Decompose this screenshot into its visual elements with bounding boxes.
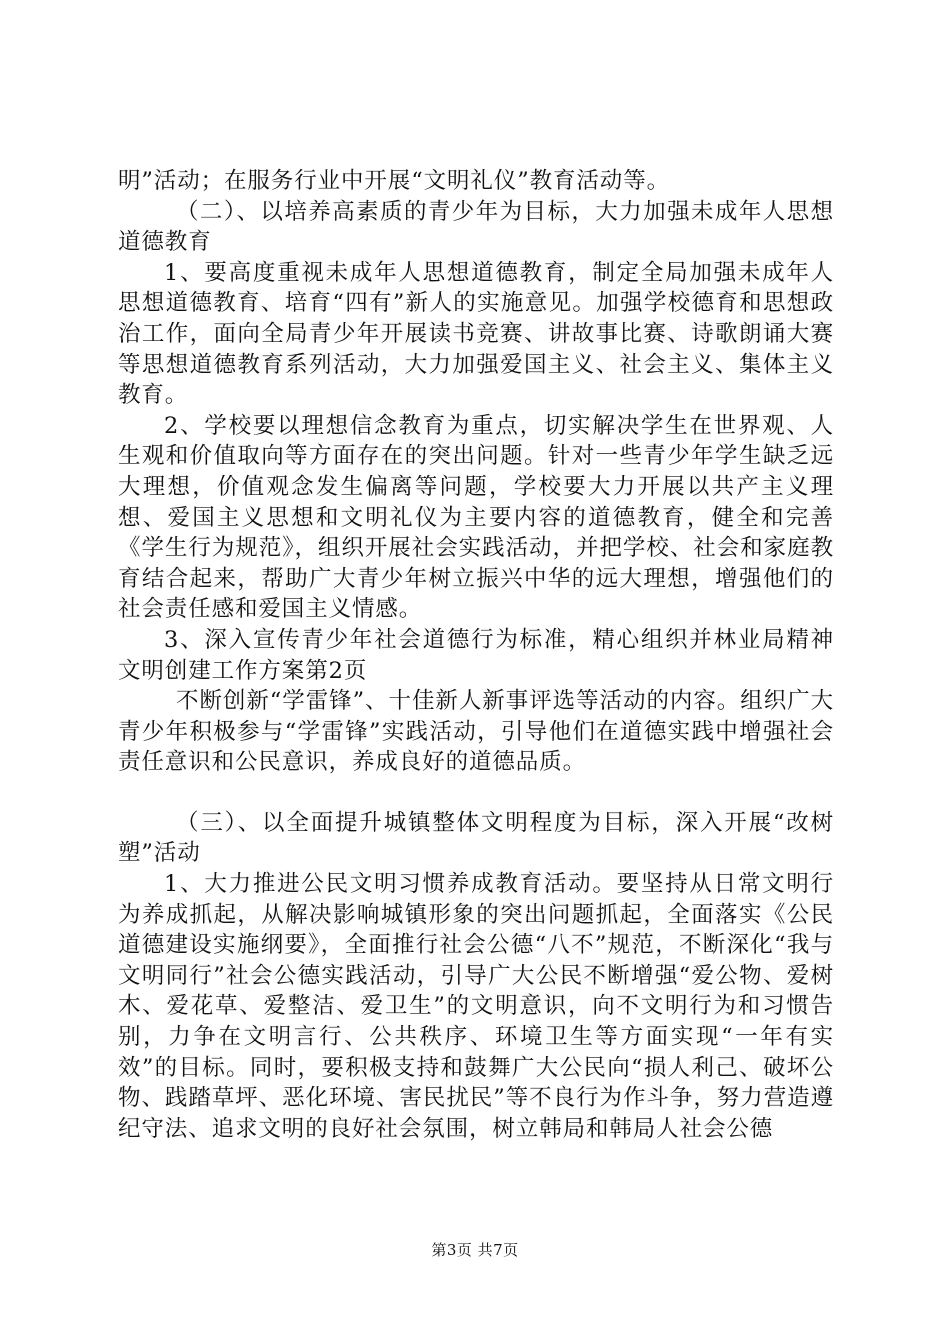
paragraph-item-2: 2、学校要以理想信念教育为重点，切实解决学生在世界观、人生观和价值取向等方面存在的突出问题。针对一些青少年学生缺乏远大理想，价值观念发生偏离等问题，学校要大力开展以共产主义理想、爱国主义思想和文明礼仪为主要内容的道德教育，健全和完善《学生行为规范》，组织开展社会实践活动，并把学校、社会和家庭教育结合起来，帮助广大青少年树立振兴中华的远大理想，增强他们的社会责任感和爱国主义情感。 <box>118 412 834 623</box>
paragraph-item-1: 1、要高度重视未成年人思想道德教育，制定全局加强未成年人思想道德教育、培育“四有”新人的实施意见。加强学校德育和思想政治工作，面向全局青少年开展读书竞赛、讲故事比赛、诗歌朗诵大赛等思想道德教育系列活动，大力加强爱国主义、社会主义、集体主义教育。 <box>118 259 834 409</box>
section-heading-3: （三）、以全面提升城镇整体文明程度为目标，深入开展“改树塑”活动 <box>118 809 834 867</box>
paragraph-continuation: 明”活动；在服务行业中开展“文明礼仪”教育活动等。 <box>118 168 671 194</box>
paragraph-item-3-1: 1、大力推进公民文明习惯养成教育活动。要坚持从日常文明行为养成抓起，从解决影响城镇形象的突出问题抓起，全面落实《公民道德建设实施纲要》，全面推行社会公德“八不”规范，不断深化“我与文明同行”社会公德实践活动，引导广大公民不断增强“爱公物、爱树木、爱花草、爱整洁、爱卫生”的文明意识，向不文明行为和习惯告别，力争在文明言行、公共秩序、环境卫生等方面实现“一年有实效”的目标。同时，要积极支持和鼓舞广大公民向“损人利己、破坏公物、践踏草坪、恶化环境、害民扰民”等不良行为作斗争，努力营造遵纪守法、追求文明的良好社会氛围，树立韩局和韩局人社会公德 <box>118 871 834 1142</box>
document-body <box>118 166 834 1144</box>
page-number-footer: 第3页 共7页 <box>431 1241 519 1259</box>
paragraph-item-3: 3、深入宣传青少年社会道德行为标准，精心组织并林业局精神文明创建工作方案第2页 <box>118 626 834 684</box>
paragraph-item-3-continued: 不断创新“学雷锋”、十佳新人新事评选等活动的内容。组织广大青少年积极参与“学雷锋”实践活动，引导他们在道德实践中增强社会责任意识和公民意识，养成良好的道德品质。 <box>118 688 834 776</box>
section-heading-2: （二）、以培养高素质的青少年为目标，大力加强未成年人思想道德教育 <box>118 198 834 256</box>
